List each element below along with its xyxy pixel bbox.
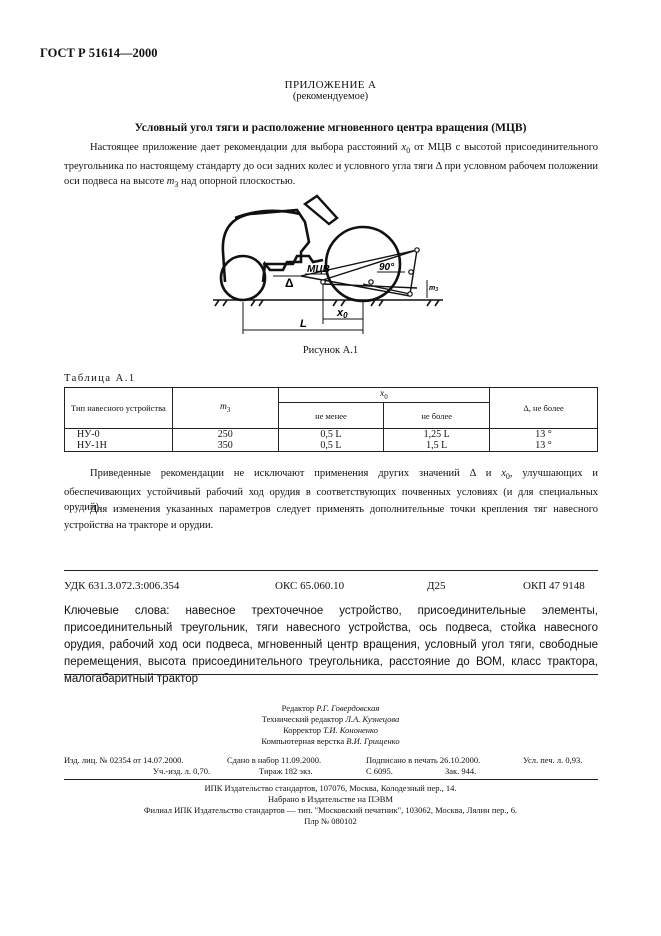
- ground-hatch-1: [215, 300, 219, 306]
- tractor-hood-outline: [263, 256, 323, 264]
- ground-hatch-6: [341, 300, 345, 306]
- hinge-point-lower: [408, 292, 412, 296]
- row-0-type: НУ-0: [65, 429, 173, 441]
- header-device-type: Тип навесного устройства: [65, 388, 173, 429]
- appendix-title: ПРИЛОЖЕНИЕ А: [284, 79, 377, 91]
- front-wheel: [221, 256, 265, 300]
- oks-code: ОКС 65.060.10: [275, 580, 345, 592]
- imprint-usl: Усл. печ. л. 0,93.: [523, 755, 583, 765]
- header-x0-min: не менее: [278, 403, 384, 429]
- upper-link: [323, 250, 417, 280]
- note-paragraph-1: Приведенные рекомендации не исключают применения других значений Δ и $x_0$, улучшающих и обеспечивающих устойчивый рабочий ход орудия в соответствующих почвенных условиях (и для специальных орудий).: [64, 468, 598, 514]
- publisher-line-3: Филиал ИПК Издательство стандартов — тип. "Московский печатник", 103062, Москва, Лялин пер., 6.: [143, 805, 518, 815]
- l-label: L: [300, 318, 307, 330]
- header-m3: $m_3$: [172, 388, 278, 429]
- row-1-min: 0,5 L: [278, 440, 384, 452]
- ground-hatch-9: [427, 300, 431, 306]
- keywords-paragraph: Ключевые слова: навесное трехточечное устройство, присоединительные элементы, присоединительный треугольник, тяги навесного устройства, ось подвеса, стойка навесного орудия, рабочий ход оси подвеса, мгновенный центр вращения, условный угол тяги, свободные перемещения, высота присоединительного треугольника, расстояние до ВОМ, класс трактора, малогабаритный трактор: [64, 605, 598, 685]
- credit-editor: Редактор Р.Г. Говердовская: [281, 703, 380, 713]
- row-0-max: 1,25 L: [384, 429, 490, 441]
- recommendations-table: [64, 387, 598, 452]
- publisher-line-4: Плр № 080102: [304, 816, 357, 826]
- appendix-subtitle: (рекомендуемое): [292, 91, 369, 102]
- ground-hatch-2: [223, 300, 227, 306]
- angle-label: 90°: [379, 262, 395, 273]
- publisher-line-1: ИПК Издательство стандартов, 107076, Москва, Колодезный пер., 14.: [204, 783, 457, 793]
- header-x0: $x_0$: [278, 388, 490, 403]
- ground-hatch-3: [251, 300, 255, 306]
- ground-hatch-10: [435, 300, 439, 306]
- row-0-delta: 13 °: [490, 429, 598, 441]
- hinge-point-axle: [369, 280, 373, 284]
- imprint-license: Изд. лиц. № 02354 от 14.07.2000.: [64, 755, 184, 765]
- x0-label: x0: [337, 307, 348, 320]
- steering-wheel: [305, 196, 337, 224]
- row-0-m3: 250: [172, 429, 278, 441]
- row-0-min: 0,5 L: [278, 429, 384, 441]
- publisher-block: [0, 783, 661, 827]
- row-1-delta: 13 °: [490, 440, 598, 452]
- credit-tech-editor: Технический редактор Л.А. Кузнецова: [261, 714, 400, 724]
- ground-hatch-5: [333, 300, 337, 306]
- hinge-point-mid: [409, 270, 413, 274]
- d-code: Д25: [427, 580, 446, 592]
- header-delta: Δ, не более: [490, 388, 598, 429]
- row-1-max: 1,5 L: [384, 440, 490, 452]
- section-title: Условный угол тяги и расположение мгновенного центра вращения (МЦВ): [134, 122, 527, 134]
- table-caption: Таблица А.1: [64, 373, 136, 384]
- header-x0-max: не более: [384, 403, 490, 429]
- figure-caption: Рисунок А.1: [302, 345, 359, 356]
- imprint-sent: Сдано в набор 11.09.2000.: [227, 755, 322, 765]
- divider-middle: [64, 674, 598, 675]
- row-1-type: НУ-1Н: [65, 440, 173, 452]
- credits-block: [0, 703, 661, 747]
- mcv-point: [321, 280, 325, 284]
- imprint-signed: Подписано в печать 26.10.2000.: [366, 755, 481, 765]
- tractor-roof: [235, 211, 300, 218]
- divider-top: [64, 570, 598, 571]
- tractor-body-outline: [223, 210, 309, 282]
- row-1-m3: 350: [172, 440, 278, 452]
- imprint-tirazh: Тираж 182 экз.: [259, 766, 313, 776]
- imprint-c: С 6095.: [366, 766, 393, 776]
- udk-code: УДК 631.3.072.3:006.354: [64, 580, 180, 592]
- ground-hatch-8: [379, 300, 383, 306]
- figure-tractor-diagram: [205, 192, 460, 342]
- imprint-uch: Уч.-изд. л. 0,70.: [153, 766, 211, 776]
- hinge-point-upper: [415, 248, 419, 252]
- divider-bottom: [64, 779, 598, 780]
- m3-label: m3: [429, 285, 439, 293]
- intro-paragraph: Настоящее приложение дает рекомендации для выбора расстояний $x_0$ от МЦВ с высотой присоединительного треугольника по настоящему стандарту до оси задних колес и условного угла тяги Δ при условном рабочем положении оси подвеса на высоте $m_3$ над опорной плоскостью.: [64, 142, 598, 190]
- credit-layout: Компьютерная верстка В.И. Грищенко: [261, 736, 400, 746]
- credit-corrector: Корректор Т.И. Кононенко: [283, 725, 378, 735]
- okp-code: ОКП 47 9148: [523, 580, 585, 592]
- note-paragraph-2: Для изменения указанных параметров следует применять дополнительные точки крепления тяг навесного устройства на тракторе и орудии.: [64, 504, 598, 531]
- ground-hatch-4: [259, 300, 263, 306]
- mcv-label: МЦВ: [307, 264, 330, 275]
- document-code: ГОСТ Р 51614—2000: [40, 46, 158, 60]
- imprint-zak: Зак. 944.: [445, 766, 477, 776]
- publisher-line-2: Набрано в Издательстве на ПЭВМ: [268, 794, 393, 804]
- delta-label: Δ: [285, 276, 294, 290]
